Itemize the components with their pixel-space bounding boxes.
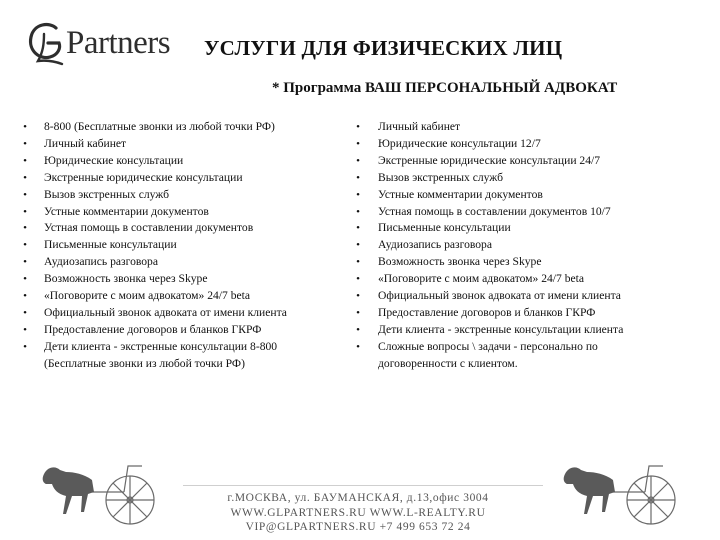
list-item: • Личный кабинет: [20, 136, 340, 153]
list-item: • Официальный звонок адвоката от имени клиента: [353, 288, 693, 305]
list-item: • Письменные консультации: [20, 237, 340, 254]
program-subtitle: * Программа ВАШ ПЕРСОНАЛЬНЫЙ АДВОКАТ: [272, 80, 618, 96]
right-services-list: [353, 119, 693, 373]
bullet: •: [23, 188, 27, 201]
list-item: • Экстренные юридические консультации 24/7: [353, 153, 693, 170]
bullet: •: [23, 137, 27, 150]
list-item: • Предоставление договоров и бланков ГКРФ: [353, 305, 693, 322]
bullet: •: [23, 306, 27, 319]
list-item: • Устная помощь в составлении документов: [20, 220, 340, 237]
left-services-list: [20, 119, 340, 373]
list-item: • Возможность звонка через Skype: [353, 254, 693, 271]
bullet: •: [356, 188, 360, 201]
bullet: •: [23, 290, 27, 303]
bullet: •: [356, 222, 360, 235]
list-item: • Письменные консультации: [353, 220, 693, 237]
list-item: • Сложные вопросы \ задачи - персонально по: [353, 339, 693, 356]
list-item: • Дети клиента - экстренные консультации 8-800: [20, 339, 340, 356]
list-item-continuation: (Бесплатные звонки из любой точки РФ): [44, 356, 245, 370]
list-item: • Аудиозапись разговора: [20, 254, 340, 271]
list-item: • Дети клиента - экстренные консультации клиента: [353, 322, 693, 339]
bullet: •: [356, 121, 360, 133]
horse-carriage-icon: [32, 452, 167, 527]
bullet: •: [23, 256, 27, 269]
bullet: •: [23, 205, 27, 218]
list-item: • 8-800 (Бесплатные звонки из любой точки РФ): [20, 119, 340, 136]
list-item: • Предоставление договоров и бланков ГКРФ: [20, 322, 340, 339]
bullet: •: [356, 256, 360, 269]
bullet: •: [23, 154, 27, 167]
list-item: • Вызов экстренных служб: [353, 170, 693, 187]
list-item: • Вызов экстренных служб: [20, 187, 340, 204]
bullet: •: [356, 306, 360, 319]
footer-address: г.МОСКВА, ул. БАУМАНСКАЯ, д.13,офис 3004: [227, 492, 489, 504]
footer-contacts: [218, 491, 498, 535]
bullet: •: [356, 340, 360, 353]
list-item-continuation: договоренности с клиентом.: [378, 356, 518, 370]
bullet: •: [356, 290, 360, 303]
bullet: •: [356, 239, 360, 252]
footer-contact: VIP@GLPARTNERS.RU +7 499 653 72 24: [245, 521, 471, 533]
gl-monogram-icon: [26, 20, 70, 66]
list-item: • Юридические консультации: [20, 153, 340, 170]
footer-websites: WWW.GLPARTNERS.RU WWW.L-REALTY.RU: [230, 506, 486, 519]
list-item: • Официальный звонок адвоката от имени клиента: [20, 305, 340, 322]
bullet: •: [356, 205, 360, 218]
horse-carriage-icon: [553, 452, 688, 527]
list-item: • Устная помощь в составлении документов 10/7: [353, 204, 693, 221]
list-item: • «Поговорите с моим адвокатом» 24/7 beta: [353, 271, 693, 288]
list-item: • Личный кабинет: [353, 119, 693, 136]
list-item: • Возможность звонка через Skype: [20, 271, 340, 288]
bullet: •: [356, 273, 360, 286]
bullet: •: [23, 340, 27, 353]
list-item: • «Поговорите с моим адвокатом» 24/7 beta: [20, 288, 340, 305]
list-item: • Устные комментарии документов: [353, 187, 693, 204]
bullet: •: [23, 222, 27, 235]
list-item: • Устные комментарии документов: [20, 204, 340, 221]
bullet: •: [23, 171, 27, 184]
bullet: •: [356, 137, 360, 150]
company-logo: [26, 20, 178, 66]
list-item: • Юридические консультации 12/7: [353, 136, 693, 153]
page-title: УСЛУГИ ДЛЯ ФИЗИЧЕСКИХ ЛИЦ: [204, 36, 563, 60]
bullet: •: [356, 154, 360, 167]
bullet: •: [356, 323, 360, 336]
list-item: • Экстренные юридические консультации: [20, 170, 340, 187]
bullet: •: [23, 323, 27, 336]
bullet: •: [23, 273, 27, 286]
bullet: •: [23, 239, 27, 252]
logo-text: Partners: [66, 25, 171, 61]
list-item: • Аудиозапись разговора: [353, 237, 693, 254]
bullet: •: [23, 121, 27, 133]
footer-divider: [183, 485, 543, 486]
bullet: •: [356, 171, 360, 184]
